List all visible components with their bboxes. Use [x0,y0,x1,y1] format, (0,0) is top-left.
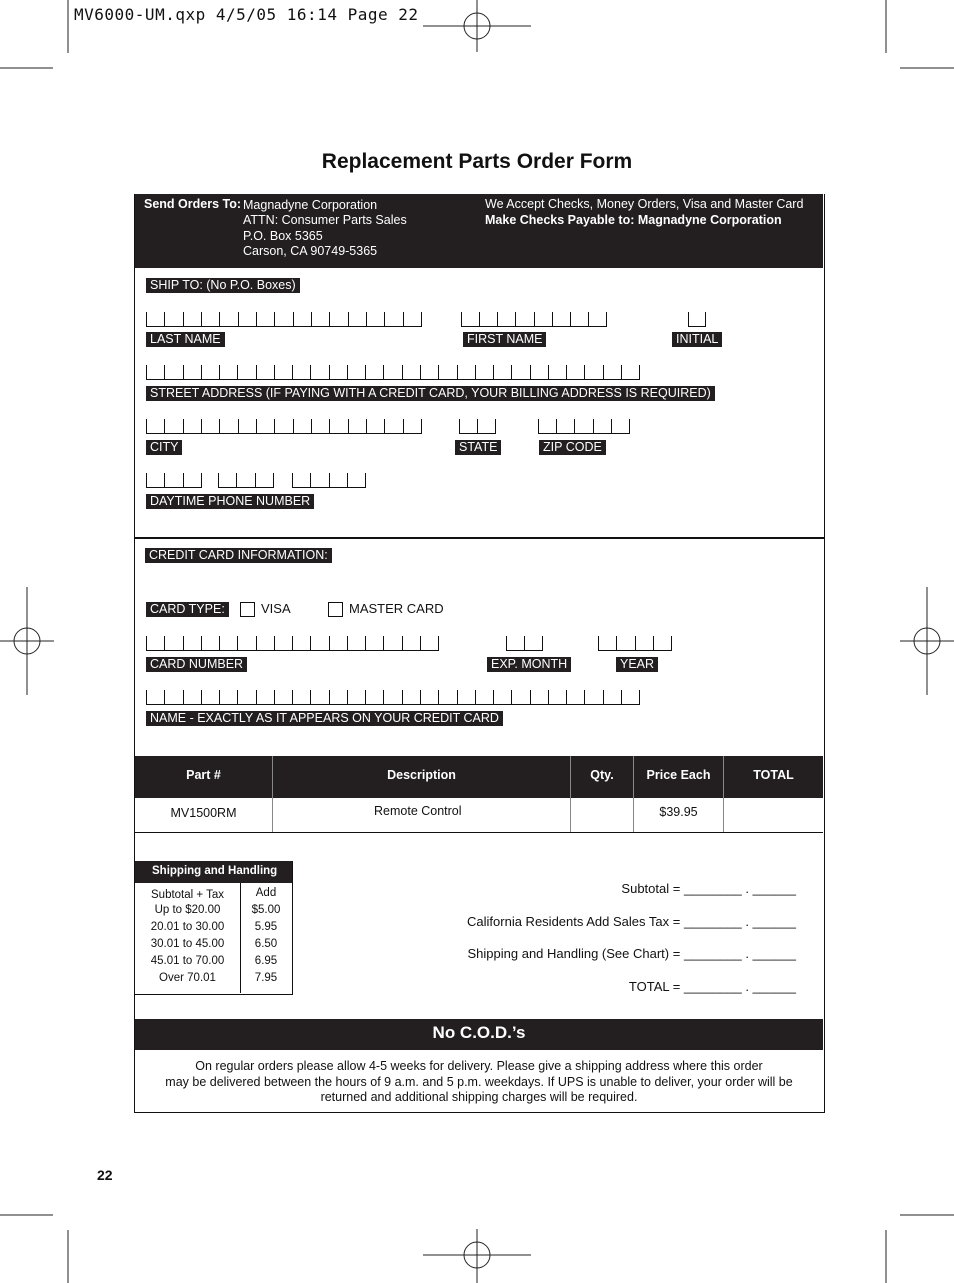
shipping-chart-title: Shipping and Handling [152,865,278,877]
chart-fee: 6.50 [254,938,278,950]
master-card-checkbox[interactable] [328,602,343,617]
header-description: Description [387,768,456,782]
chart-range: Subtotal + Tax [151,889,224,901]
chart-range: 45.01 to 70.00 [150,955,225,967]
year-label: YEAR [616,657,658,672]
header-qty: Qty. [590,768,614,782]
delivery-note-line: On regular orders please allow 4-5 weeks for delivery. Please give a shipping address where this order [195,1059,763,1073]
chart-range: 20.01 to 30.00 [150,921,225,933]
initial-field[interactable] [688,312,706,327]
initial-label: INITIAL [672,332,722,347]
page-number: 22 [97,1167,113,1183]
card-number-label: CARD NUMBER [146,657,247,672]
chart-fee: 6.95 [254,955,278,967]
cardholder-name-field[interactable] [146,690,640,705]
last-name-field[interactable] [146,312,422,327]
card-type-label: CARD TYPE: [146,602,229,617]
zip-code-field[interactable] [538,419,630,434]
cell-part: MV1500RM [170,806,237,820]
state-field[interactable] [459,419,496,434]
address-line: Carson, CA 90749-5365 [243,244,378,258]
header-part: Part # [186,768,221,782]
first-name-field[interactable] [461,312,607,327]
chart-fee: Add [255,887,277,899]
city-label: CITY [146,440,182,455]
file-slug: MV6000-UM.qxp 4/5/05 16:14 Page 22 [74,5,419,24]
chart-fee: 5.95 [254,921,278,933]
visa-label: VISA [261,601,291,616]
phone-label: DAYTIME PHONE NUMBER [146,494,314,509]
city-field[interactable] [146,419,422,434]
subtotal-line[interactable]: Subtotal = ________ . ______ [621,881,796,896]
page-title: Replacement Parts Order Form [321,150,633,173]
shipping-line[interactable]: Shipping and Handling (See Chart) = ________ . ______ [467,946,796,961]
cell-price: $39.95 [659,805,698,819]
ship-to-label: SHIP TO: (No P.O. Boxes) [146,278,300,293]
phone-line-field[interactable] [292,473,366,488]
total-line[interactable]: TOTAL = ________ . ______ [628,979,796,994]
chart-fee: 7.95 [254,972,278,984]
phone-area-field[interactable] [146,473,202,488]
delivery-note-line: returned and additional shipping charges will be required. [320,1090,638,1104]
street-address-field[interactable] [146,365,640,380]
visa-checkbox[interactable] [240,602,255,617]
first-name-label: FIRST NAME [463,332,546,347]
header-price: Price Each [646,768,711,782]
credit-card-label: CREDIT CARD INFORMATION: [145,548,332,563]
address-line: P.O. Box 5365 [243,229,323,243]
chart-fee: $5.00 [251,904,281,916]
exp-month-label: EXP. MONTH [487,657,571,672]
phone-prefix-field[interactable] [218,473,274,488]
delivery-note-line: may be delivered between the hours of 9 a.m. and 5 p.m. weekdays. If UPS is unable to deliver, your order will be [165,1075,793,1089]
send-orders-label: Send Orders To: [144,197,242,211]
no-cod-text: No C.O.D.’s [432,1023,526,1042]
zip-code-label: ZIP CODE [539,440,606,455]
exp-year-field[interactable] [598,636,672,651]
sales-tax-line[interactable]: California Residents Add Sales Tax = ________ . ______ [467,914,796,929]
street-address-label: STREET ADDRESS (IF PAYING WITH A CREDIT CARD, YOUR BILLING ADDRESS IS REQUIRED) [146,386,715,401]
address-line: ATTN: Consumer Parts Sales [243,213,407,227]
master-card-label: MASTER CARD [349,601,444,616]
card-number-field[interactable] [146,636,439,651]
exp-month-field[interactable] [506,636,543,651]
chart-range: Over 70.01 [159,972,216,984]
chart-range: 30.01 to 45.00 [150,938,225,950]
chart-range: Up to $20.00 [154,904,221,916]
header-total: TOTAL [753,768,794,782]
section-divider [134,537,824,539]
cell-description: Remote Control [374,804,462,818]
state-label: STATE [455,440,501,455]
payable-to: Make Checks Payable to: Magnadyne Corporation [485,213,782,227]
accepted-payments: We Accept Checks, Money Orders, Visa and Master Card [485,197,804,211]
last-name-label: LAST NAME [146,332,225,347]
cardholder-name-label: NAME - EXACTLY AS IT APPEARS ON YOUR CREDIT CARD [146,711,503,726]
address-line: Magnadyne Corporation [243,198,378,212]
